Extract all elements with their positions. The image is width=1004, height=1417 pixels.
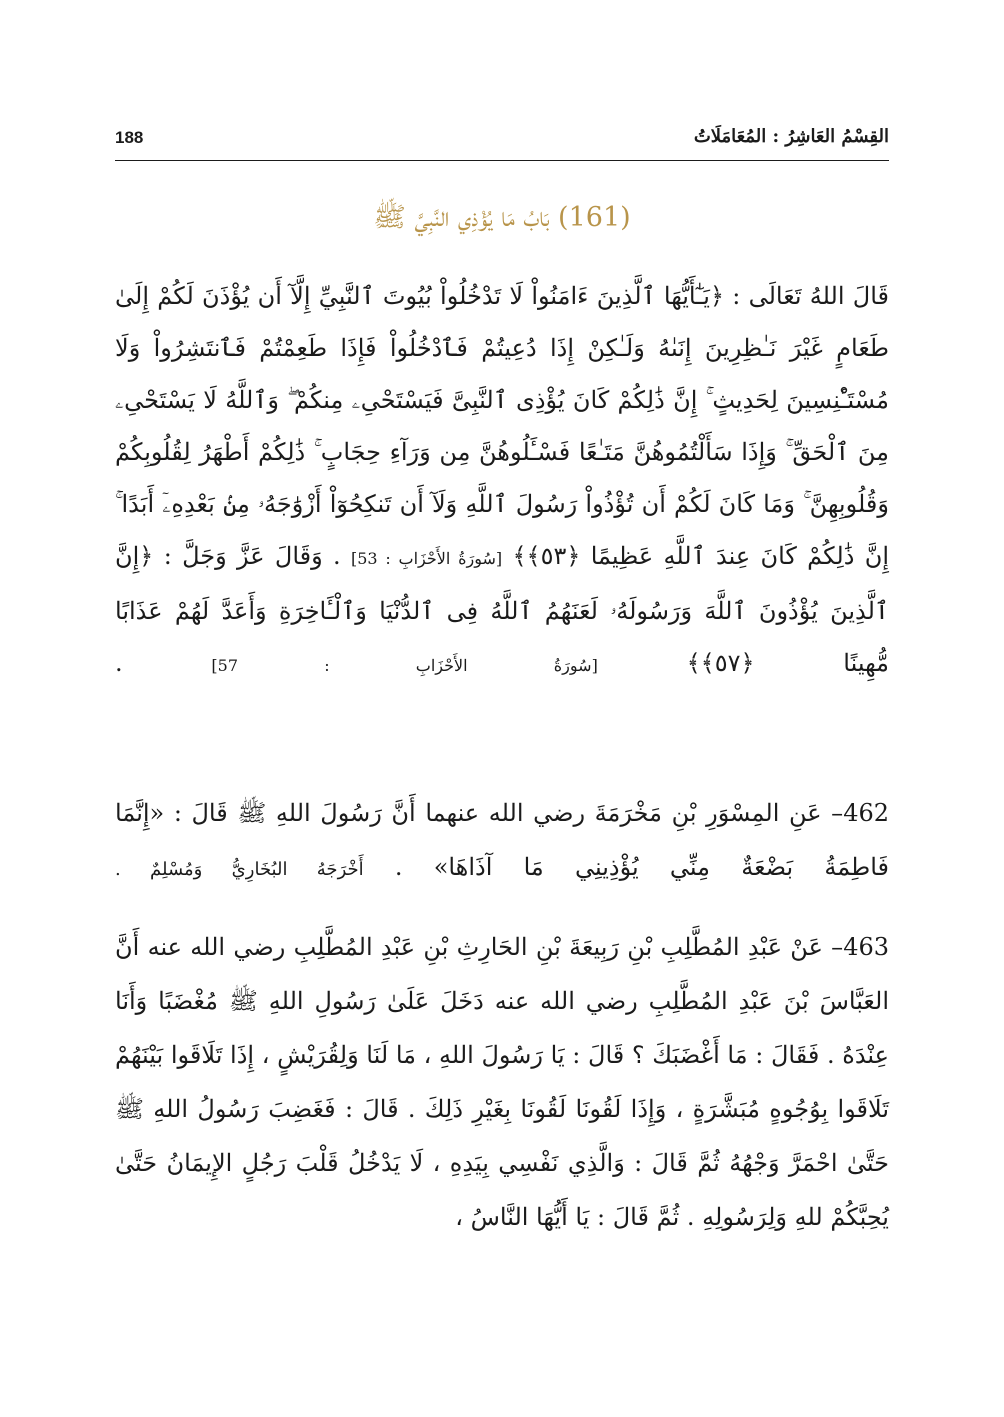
quran-verse-1: ﴿يَـٰٓأَيُّهَا ٱلَّذِينَ ءَامَنُواْ لَا تَدْخُلُواْ بُيُوتَ ٱلنَّبِيِّ إِلَّآ أَن يُؤْذَنَ لَكُمْ إِلَىٰ طَعَامٍ غَيْرَ نَـٰظِرِينَ إِنَىٰهُ وَلَـٰكِنْ إِذَا دُعِيتُمْ فَٱدْخُلُواْ فَإِذَا طَعِمْتُمْ فَٱنتَشِرُواْ وَلَا مُسْتَـْٔنِسِينَ لِحَدِيثٍ ۚ إِنَّ ذَٰلِكُمْ كَانَ يُؤْذِى ٱلنَّبِىَّ فَيَسْتَحْىِۦ مِنكُمْ ۖ وَٱللَّهُ لَا يَسْتَحْىِۦ مِنَ ٱلْحَقِّ ۚ وَإِذَا سَأَلْتُمُوهُنَّ مَتَـٰعًا فَسْـَٔلُوهُنَّ مِن وَرَآءِ حِجَابٍ ۚ ذَٰلِكُمْ أَطْهَرُ لِقُلُوبِكُمْ وَقُلُوبِهِنَّ ۚ وَمَا كَانَ لَكُمْ أَن تُؤْذُواْ رَسُولَ ٱللَّهِ وَلَآ أَن تَنكِحُوٓاْ أَزْوَٰجَهُۥ مِنۢ بَعْدِهِۦٓ أَبَدًا ۚ إِنَّ ذَٰلِكُمْ كَانَ عِندَ ٱللَّهِ عَظِيمًا ﴿٥٣﴾﴾ [115,282,889,570]
quran-paragraph [115,270,889,744]
page-header [115,120,889,161]
hadith-463 [115,920,889,1244]
quran-connector: . وَقَالَ عَزَّ وَجَلَّ : [163,542,341,570]
quran-verse-2: ﴿إِنَّ ٱلَّذِينَ يُؤْذُونَ ٱللَّهَ وَرَسُولَهُۥ لَعَنَهُمُ ٱللَّهُ فِى ٱلدُّنْيَا وَٱلْـَٔاخِرَةِ وَأَعَدَّ لَهُمْ عَذَابًا مُّهِينًا ﴿٥٧﴾﴾ [115,542,889,677]
section-title: القِسْمُ العَاشِرُ : المُعَامَلَاتُ [693,126,889,147]
chapter-title: (161) بَابُ مَا يُؤْذِي النَّبِيَّ ﷺ [373,202,631,233]
hadith-462-text: 462– عَنِ المِسْوَرِ بْنِ مَخْرَمَةَ رضي الله عنهما أَنَّ رَسُولَ اللهِ ﷺ قَالَ : «إِنَّمَا فَاطِمَةُ بَضْعَةٌ مِنِّي يُؤْذِينِي مَا آذَاهَا» . [115,799,889,881]
verse-reference-1: [سُورَةُ الأَحْزَابِ : 53] [350,549,503,568]
quran-intro: قَالَ اللهُ تَعَالَى : [732,282,890,310]
hadith-463-paragraph [115,920,889,1244]
hadith-463-text: 463– عَنْ عَبْدِ المُطَّلِبِ بْنِ رَبِيعَةَ بْنِ الحَارِثِ بْنِ عَبْدِ المُطَّلِبِ رضي الله عنه أَنَّ العَبَّاسَ بْنَ عَبْدِ المُطَّلِبِ رضي الله عنه دَخَلَ عَلَىٰ رَسُولِ اللهِ ﷺ مُغْضَبًا وَأَنَا عِنْدَهُ . فَقَالَ : مَا أَغْضَبَكَ ؟ قَالَ : يَا رَسُولَ اللهِ ، مَا لَنَا وَلِقُرَيْشٍ ، إِذَا تَلَاقَوا بَيْنَهُمْ تَلَاقَوا بِوُجُوهٍ مُبَشَّرَةٍ ، وَإِذَا لَقُونَا لَقُونَا بِغَيْرِ ذَلِكَ . قَالَ : فَغَضِبَ رَسُولُ اللهِ ﷺ حَتَّىٰ احْمَرَّ وَجْهُهُ ثُمَّ قَالَ : وَالَّذِي نَفْسِي بِيَدِهِ ، لَا يَدْخُلُ قَلْبَ رَجُلٍ الإِيمَانُ حَتَّىٰ يُحِبَّكُمْ للهِ وَلِرَسُولِهِ . ثُمَّ قَالَ : يَا أَيُّهَا النَّاسُ ، [115,933,889,1231]
hadith-462-source: أَخْرَجَهُ البُخَارِيُّ وَمُسْلِمٌ . [115,859,364,880]
quran-end: . [115,649,123,677]
quran-block [115,270,889,744]
verse-reference-2: [سُورَةُ الأَحْزَابِ : 57] [211,656,598,675]
page-number: 188 [115,128,144,147]
